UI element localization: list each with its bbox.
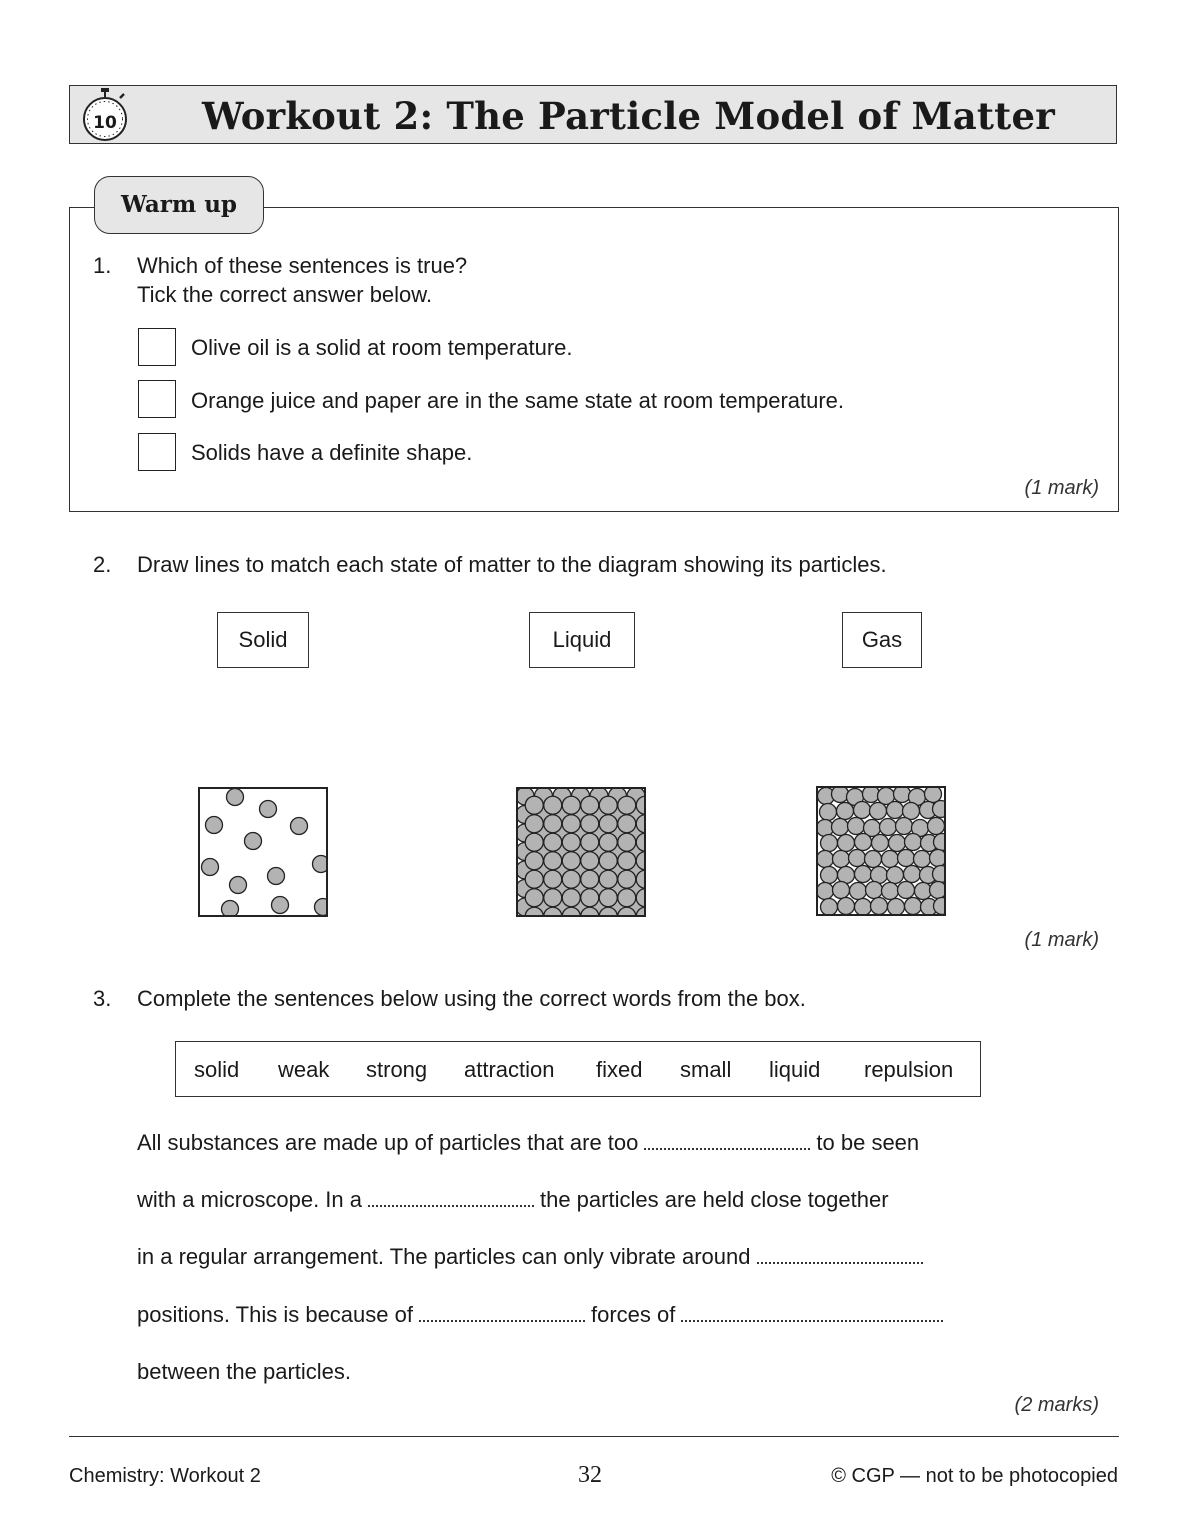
option-2-checkbox[interactable] [138, 380, 176, 418]
particle [855, 834, 872, 851]
state-box-gas[interactable]: Gas [842, 612, 922, 668]
question-3-text: Complete the sentences below using the correct words from the box. [137, 986, 806, 1011]
particle [599, 833, 617, 851]
particle [896, 818, 913, 835]
particle [898, 850, 915, 867]
particle [525, 889, 543, 907]
particle [544, 833, 562, 851]
page-number: 32 [578, 1462, 602, 1488]
particle [581, 796, 599, 814]
question-3-marks: (2 marks) [1014, 1394, 1099, 1416]
particle [832, 819, 849, 836]
particle [887, 802, 904, 819]
particle [833, 851, 850, 868]
particle [838, 898, 855, 915]
particle [882, 883, 899, 900]
particle [849, 850, 866, 867]
particle [848, 818, 865, 835]
answer-blank-5[interactable] [681, 1302, 943, 1322]
particle [544, 889, 562, 907]
particle [933, 801, 947, 818]
particle [872, 835, 889, 852]
particle [562, 852, 580, 870]
particle [855, 899, 872, 916]
particle [863, 786, 880, 803]
particle [227, 789, 244, 806]
word-option: attraction [464, 1057, 555, 1082]
particle [562, 870, 580, 888]
particle-diagram-liquid[interactable] [816, 786, 946, 916]
particle [260, 801, 277, 818]
sentence-line-5: between the particles. [137, 1359, 352, 1384]
particle [581, 889, 599, 907]
sentence-line-4: positions. This is because of forces of [137, 1302, 949, 1328]
particle [821, 835, 838, 852]
particle [562, 833, 580, 851]
particle [866, 882, 883, 899]
question-1-number: 1. [93, 253, 112, 278]
particle [599, 889, 617, 907]
footer-divider [69, 1436, 1119, 1437]
answer-blank-1[interactable] [644, 1130, 810, 1150]
particle [618, 852, 636, 870]
particle [313, 856, 329, 873]
particle [222, 901, 239, 918]
particle [599, 852, 617, 870]
particle [272, 897, 289, 914]
particle [870, 803, 887, 820]
word-option: solid [194, 1057, 240, 1082]
particle [888, 899, 905, 916]
word-option: fixed [596, 1057, 643, 1082]
particle [544, 852, 562, 870]
particle-diagram-gas[interactable] [198, 787, 328, 917]
particle [880, 819, 897, 836]
footer-section-title: Chemistry: Workout 2 [69, 1465, 261, 1487]
particle [817, 883, 834, 900]
particle [865, 851, 882, 868]
particle [930, 882, 947, 899]
particle [854, 802, 871, 819]
particle [245, 833, 262, 850]
particle [206, 817, 223, 834]
option-1-checkbox[interactable] [138, 328, 176, 366]
particle [525, 852, 543, 870]
particle [928, 818, 945, 835]
particle [894, 786, 911, 803]
particle [525, 833, 543, 851]
footer-copyright: © CGP — not to be photocopied [831, 1465, 1118, 1487]
particle [618, 815, 636, 833]
particle [618, 796, 636, 814]
question-2-marks: (1 mark) [1024, 929, 1099, 951]
particle [904, 866, 921, 883]
word-option: small [680, 1057, 732, 1082]
particle [525, 796, 543, 814]
answer-blank-2[interactable] [368, 1187, 534, 1207]
particle [821, 899, 838, 916]
particle [832, 786, 849, 803]
sentence-line-1: All substances are made up of particles that are too to be seen [137, 1130, 920, 1155]
particle [599, 870, 617, 888]
particle [882, 851, 899, 868]
particle [599, 796, 617, 814]
question-2-text: Draw lines to match each state of matter to the diagram showing its particles. [137, 552, 887, 577]
particle [618, 870, 636, 888]
particle [933, 866, 947, 883]
particle [905, 834, 922, 851]
particle [291, 818, 308, 835]
particle [618, 889, 636, 907]
particle [930, 850, 947, 867]
particle-diagram-solid[interactable] [516, 787, 646, 917]
particle [202, 859, 219, 876]
question-1-instruction: Tick the correct answer below. [137, 282, 433, 307]
question-1-text: Which of these sentences is true? [137, 253, 468, 278]
word-option: strong [366, 1057, 428, 1082]
particle [544, 815, 562, 833]
particle [315, 899, 329, 916]
sentence-line-2: with a microscope. In a the particles are held close together [137, 1187, 889, 1212]
question-1-marks: (1 mark) [1024, 477, 1099, 499]
particle [821, 867, 838, 884]
particle [599, 815, 617, 833]
question-2-number: 2. [93, 552, 112, 577]
particle [544, 796, 562, 814]
particle [562, 889, 580, 907]
question-3-number: 3. [93, 986, 112, 1011]
timer-minutes: 10 [93, 113, 117, 133]
particle [855, 866, 872, 883]
particle [230, 877, 247, 894]
sentence-line-3: in a regular arrangement. The particles can only vibrate around [137, 1244, 929, 1270]
word-option: liquid [769, 1057, 821, 1082]
particle [581, 870, 599, 888]
particle [925, 786, 942, 803]
state-box-liquid[interactable]: Liquid [529, 612, 635, 668]
state-box-solid[interactable]: Solid [217, 612, 309, 668]
particle [525, 870, 543, 888]
particle [914, 851, 931, 868]
particle [850, 883, 867, 900]
particle [817, 851, 834, 868]
particle [562, 796, 580, 814]
particle [581, 833, 599, 851]
particle [820, 804, 837, 821]
particle [905, 898, 922, 915]
option-3-label: Solids have a definite shape. [191, 440, 473, 465]
answer-blank-3[interactable] [757, 1244, 923, 1264]
particle [898, 882, 915, 899]
answer-blank-4[interactable] [419, 1302, 585, 1322]
particle [887, 867, 904, 884]
particle [562, 815, 580, 833]
particle [544, 870, 562, 888]
particle [871, 898, 888, 915]
word-option: weak [278, 1057, 330, 1082]
option-1-label: Olive oil is a solid at room temperature. [191, 335, 573, 360]
particle [889, 835, 906, 852]
particle [525, 815, 543, 833]
page-title: Workout 2: The Particle Model of Matter [202, 94, 1055, 138]
option-2-label: Orange juice and paper are in the same state at room temperature. [191, 388, 845, 413]
particle [581, 815, 599, 833]
particle [838, 835, 855, 852]
word-option: repulsion [864, 1057, 954, 1082]
particle [833, 882, 850, 899]
particle [581, 852, 599, 870]
warmup-label: Warm up [121, 191, 237, 218]
option-3-checkbox[interactable] [138, 433, 176, 471]
particle [268, 868, 285, 885]
particle [618, 833, 636, 851]
particle [837, 803, 854, 820]
